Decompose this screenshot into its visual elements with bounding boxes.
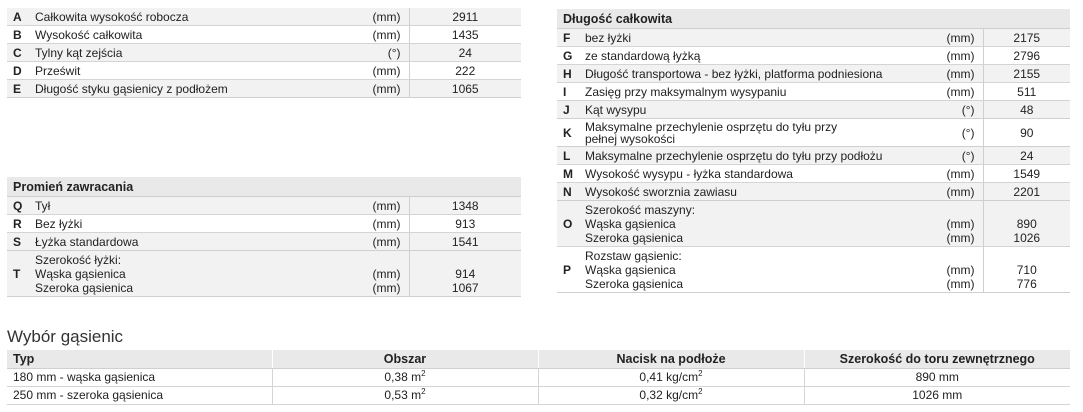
- row-code: K: [557, 119, 581, 147]
- track-pressure-value: 0,41 kg/cm: [639, 370, 699, 384]
- row-code: D: [7, 62, 31, 80]
- overall-length-table: [557, 9, 1070, 293]
- turning-radius-title: Promień zawracania: [7, 177, 521, 197]
- track-pressure-value: 0,32 kg/cm: [639, 388, 699, 402]
- row-value: 2911: [409, 8, 521, 26]
- row-label: pełnej wysokości: [585, 132, 676, 146]
- row-heading: Szerokość łyżki:: [35, 253, 122, 267]
- row-value: 1067: [451, 281, 479, 295]
- row-label: Wysokość całkowita: [31, 26, 361, 44]
- row-unit: (mm): [361, 215, 409, 233]
- row-label: Wysokość wysypu - łyżka standardowa: [581, 165, 915, 183]
- table-row: [557, 201, 1070, 247]
- row-value: 710: [1016, 263, 1037, 277]
- track-type: 250 mm - szeroka gąsienica: [7, 387, 272, 405]
- row-unit: (mm): [361, 8, 409, 26]
- track-pressure: [538, 387, 804, 405]
- row-code: N: [557, 183, 581, 201]
- row-code: C: [7, 44, 31, 62]
- row-code: P: [557, 247, 581, 293]
- row-code: G: [557, 47, 581, 65]
- row-label: Prześwit: [31, 62, 361, 80]
- row-code: Q: [7, 197, 31, 215]
- row-value: 1026: [1013, 231, 1041, 245]
- row-code: J: [557, 101, 581, 119]
- table-row: [7, 215, 521, 233]
- row-unit: (mm): [361, 197, 409, 215]
- table-row: [7, 387, 1070, 405]
- row-heading: Rozstaw gąsienic:: [585, 249, 682, 263]
- track-pressure: [538, 369, 804, 387]
- row-value: 1348: [409, 197, 521, 215]
- row-unit: (°): [361, 44, 409, 62]
- row-unit: (mm): [361, 62, 409, 80]
- table-row: [557, 165, 1070, 183]
- table-row: [557, 247, 1070, 293]
- row-label: ze standardową łyżką: [581, 47, 915, 65]
- row-unit: (°): [915, 101, 983, 119]
- row-value: 24: [409, 44, 521, 62]
- table-row: [557, 29, 1070, 47]
- row-unit: (°): [915, 147, 983, 165]
- row-value: 890: [1016, 217, 1037, 231]
- row-unit: (mm): [915, 47, 983, 65]
- row-label: Zasięg przy maksymalnym wysypaniu: [581, 83, 915, 101]
- row-unit: (mm): [946, 217, 975, 231]
- track-type: 180 mm - wąska gąsienica: [7, 369, 272, 387]
- row-value: 2175: [983, 29, 1070, 47]
- row-value: 2155: [983, 65, 1070, 83]
- row-value: 914: [455, 267, 476, 281]
- row-value: 48: [983, 101, 1070, 119]
- row-sub-label: Wąska gąsienica: [585, 217, 676, 231]
- row-unit: (mm): [915, 165, 983, 183]
- row-unit: (mm): [946, 231, 975, 245]
- track-area-value: 0,53 m: [384, 388, 422, 402]
- row-label: bez łyżki: [581, 29, 915, 47]
- row-code: O: [557, 201, 581, 247]
- row-label: Maksymalne przechylenie osprzętu do tyłu przy podłożu: [581, 147, 915, 165]
- table-row: [7, 251, 521, 297]
- row-unit: (mm): [372, 281, 401, 295]
- row-sub-label: Wąska gąsienica: [585, 263, 676, 277]
- dimensions-table: [7, 8, 521, 98]
- row-sub-label: Szeroka gąsienica: [35, 281, 134, 295]
- track-area-value: 0,38 m: [384, 370, 422, 384]
- row-code: L: [557, 147, 581, 165]
- row-code: R: [7, 215, 31, 233]
- row-code: I: [557, 83, 581, 101]
- track-selection-title: Wybór gąsienic: [7, 327, 124, 346]
- row-unit: (mm): [361, 80, 409, 98]
- overall-length-title: Długość całkowita: [557, 9, 1070, 29]
- turning-radius-table: [7, 177, 521, 297]
- table-row: [7, 369, 1070, 387]
- row-value: 24: [983, 147, 1070, 165]
- table-row: [7, 44, 521, 62]
- row-code: H: [557, 65, 581, 83]
- row-label: Długość styku gąsienicy z podłożem: [31, 80, 361, 98]
- row-unit: (mm): [361, 233, 409, 251]
- row-value: 1549: [983, 165, 1070, 183]
- row-sub-label: Wąska gąsienica: [35, 267, 126, 281]
- row-value: 1541: [409, 233, 521, 251]
- table-row: [557, 47, 1070, 65]
- table-row: [557, 147, 1070, 165]
- row-value: 511: [983, 83, 1070, 101]
- row-unit: (mm): [915, 83, 983, 101]
- row-label: Całkowita wysokość robocza: [31, 8, 361, 26]
- row-unit: (mm): [361, 26, 409, 44]
- row-label: Łyżka standardowa: [31, 233, 361, 251]
- row-sub-label: Szeroka gąsienica: [585, 277, 684, 291]
- row-value: 222: [409, 62, 521, 80]
- row-unit: (mm): [915, 65, 983, 83]
- table-row: [7, 197, 521, 215]
- row-label: Kąt wysypu: [581, 101, 915, 119]
- row-value: 913: [409, 215, 521, 233]
- track-area: [272, 369, 538, 387]
- unit-superscript: 2: [698, 387, 703, 396]
- row-code: F: [557, 29, 581, 47]
- row-value: 90: [983, 119, 1070, 147]
- table-row: [557, 65, 1070, 83]
- row-code: A: [7, 8, 31, 26]
- row-sub-label: Szeroka gąsienica: [585, 231, 684, 245]
- unit-superscript: 2: [698, 369, 703, 378]
- row-code: T: [7, 251, 31, 297]
- track-width: 890 mm: [804, 369, 1070, 387]
- row-unit: (mm): [372, 267, 401, 281]
- table-row: [7, 62, 521, 80]
- row-value: 2796: [983, 47, 1070, 65]
- row-unit: (mm): [946, 277, 975, 291]
- column-header-area: Obszar: [272, 350, 538, 369]
- table-row: [7, 26, 521, 44]
- row-label: Długość transportowa - bez łyżki, platforma podniesiona: [581, 65, 915, 83]
- row-label: Tylny kąt zejścia: [31, 44, 361, 62]
- table-row: [7, 80, 521, 98]
- row-code: S: [7, 233, 31, 251]
- table-row: [7, 233, 521, 251]
- table-row: [557, 183, 1070, 201]
- row-code: E: [7, 80, 31, 98]
- row-label: Tył: [31, 197, 361, 215]
- row-value: 1435: [409, 26, 521, 44]
- table-row: [557, 101, 1070, 119]
- row-unit: (mm): [915, 29, 983, 47]
- row-code: B: [7, 26, 31, 44]
- row-unit: (°): [915, 119, 983, 147]
- column-header-pressure: Nacisk na podłoże: [538, 350, 804, 369]
- unit-superscript: 2: [421, 387, 426, 396]
- table-row: [7, 8, 521, 26]
- unit-superscript: 2: [421, 369, 426, 378]
- row-heading: Szerokość maszyny:: [585, 203, 696, 217]
- row-value: 2201: [983, 183, 1070, 201]
- row-value: 1065: [409, 80, 521, 98]
- row-value: 776: [1016, 277, 1037, 291]
- track-width: 1026 mm: [804, 387, 1070, 405]
- row-label: Maksymalne przechylenie osprzętu do tyłu przy: [585, 120, 838, 134]
- row-code: M: [557, 165, 581, 183]
- column-header-width: Szerokość do toru zewnętrznego: [804, 350, 1070, 369]
- table-row: [557, 119, 1070, 147]
- table-row: [557, 83, 1070, 101]
- track-selection-table: [7, 350, 1070, 405]
- row-unit: (mm): [915, 183, 983, 201]
- row-label: Bez łyżki: [31, 215, 361, 233]
- row-unit: (mm): [946, 263, 975, 277]
- row-label: Wysokość sworznia zawiasu: [581, 183, 915, 201]
- column-header-type: Typ: [7, 350, 272, 369]
- track-area: [272, 387, 538, 405]
